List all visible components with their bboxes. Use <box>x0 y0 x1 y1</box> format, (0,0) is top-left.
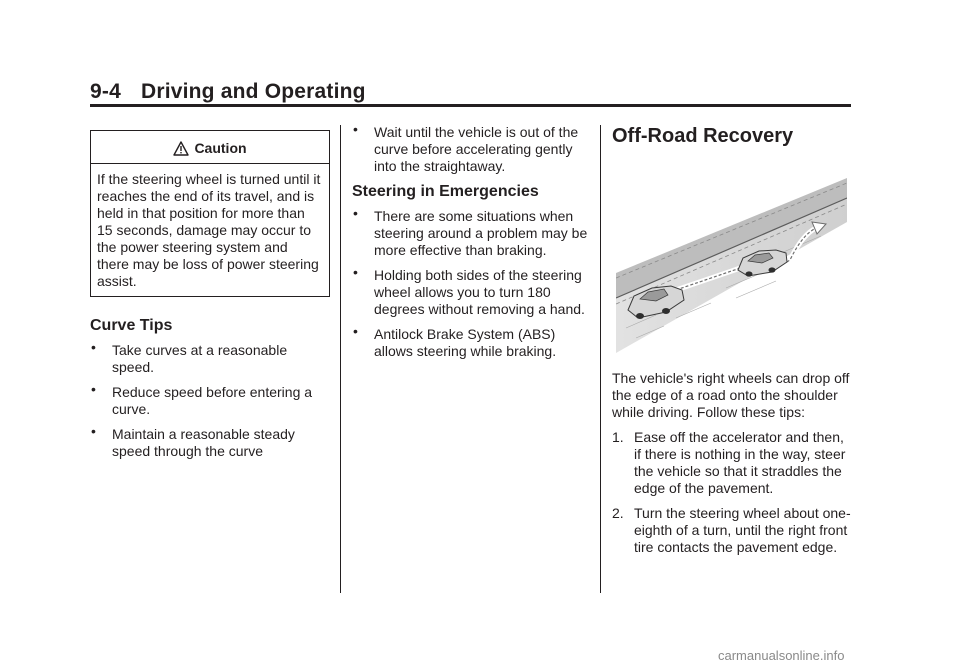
caution-header <box>91 131 329 164</box>
column-divider-2 <box>600 125 601 593</box>
curve-tips-heading: Curve Tips <box>90 317 173 334</box>
off-road-intro: The vehicle's right wheels can drop off the edge of a road onto the shoulder while driving. Follow these tips: <box>612 370 850 420</box>
list-item: • Holding both sides of the steering wheel allows you to turn 180 degrees without removing a hand. <box>353 264 585 317</box>
caution-box <box>90 130 330 297</box>
list-item: • Wait until the vehicle is out of the curve before accelerating gently into the straightaway. <box>353 121 579 174</box>
column-2 <box>352 121 590 368</box>
list-item: • Reduce speed before entering a curve. <box>91 381 313 417</box>
off-road-recovery-illustration <box>616 178 847 353</box>
list-item: • Take curves at a reasonable speed. <box>91 339 288 375</box>
caution-text: If the steering wheel is turned until it reaches the end of its travel, and is held in that position for more than 15 seconds, damage may occur to the power steering system and there may be loss of power steering assist. <box>97 171 321 289</box>
column-3 <box>612 125 852 147</box>
column-divider-1 <box>340 125 341 593</box>
list-item: 2. Turn the steering wheel about one-eighth of a turn, until the right front tire contacts the pavement edge. <box>612 505 851 555</box>
warning-triangle-icon <box>173 141 189 156</box>
off-road-text <box>612 370 852 564</box>
caution-title: Caution <box>194 139 247 156</box>
curve-tips-list <box>90 339 330 460</box>
watermark: carmanualsonline.info <box>718 648 845 663</box>
off-road-steps <box>612 429 852 556</box>
header-rule <box>90 104 851 107</box>
list-item: • There are some situations when steering around a problem may be more effective than braking. <box>353 205 588 258</box>
steering-emergencies-list <box>352 205 590 360</box>
section-title: Driving and Operating <box>140 80 366 103</box>
steering-emergencies-heading: Steering in Emergencies <box>352 183 539 200</box>
page-header <box>90 80 366 104</box>
list-item: 1. Ease off the accelerator and then, if there is nothing in the way, steer the vehicle so that it straddles the edge of the pavement. <box>612 429 846 496</box>
page-number: 9-4 <box>90 80 121 103</box>
column-1 <box>90 130 330 468</box>
continued-list <box>352 121 590 175</box>
list-item: • Antilock Brake System (ABS) allows steering while braking. <box>353 323 557 359</box>
list-item: • Maintain a reasonable steady speed through the curve <box>91 423 295 459</box>
off-road-recovery-heading: Off-Road Recovery <box>612 125 794 147</box>
